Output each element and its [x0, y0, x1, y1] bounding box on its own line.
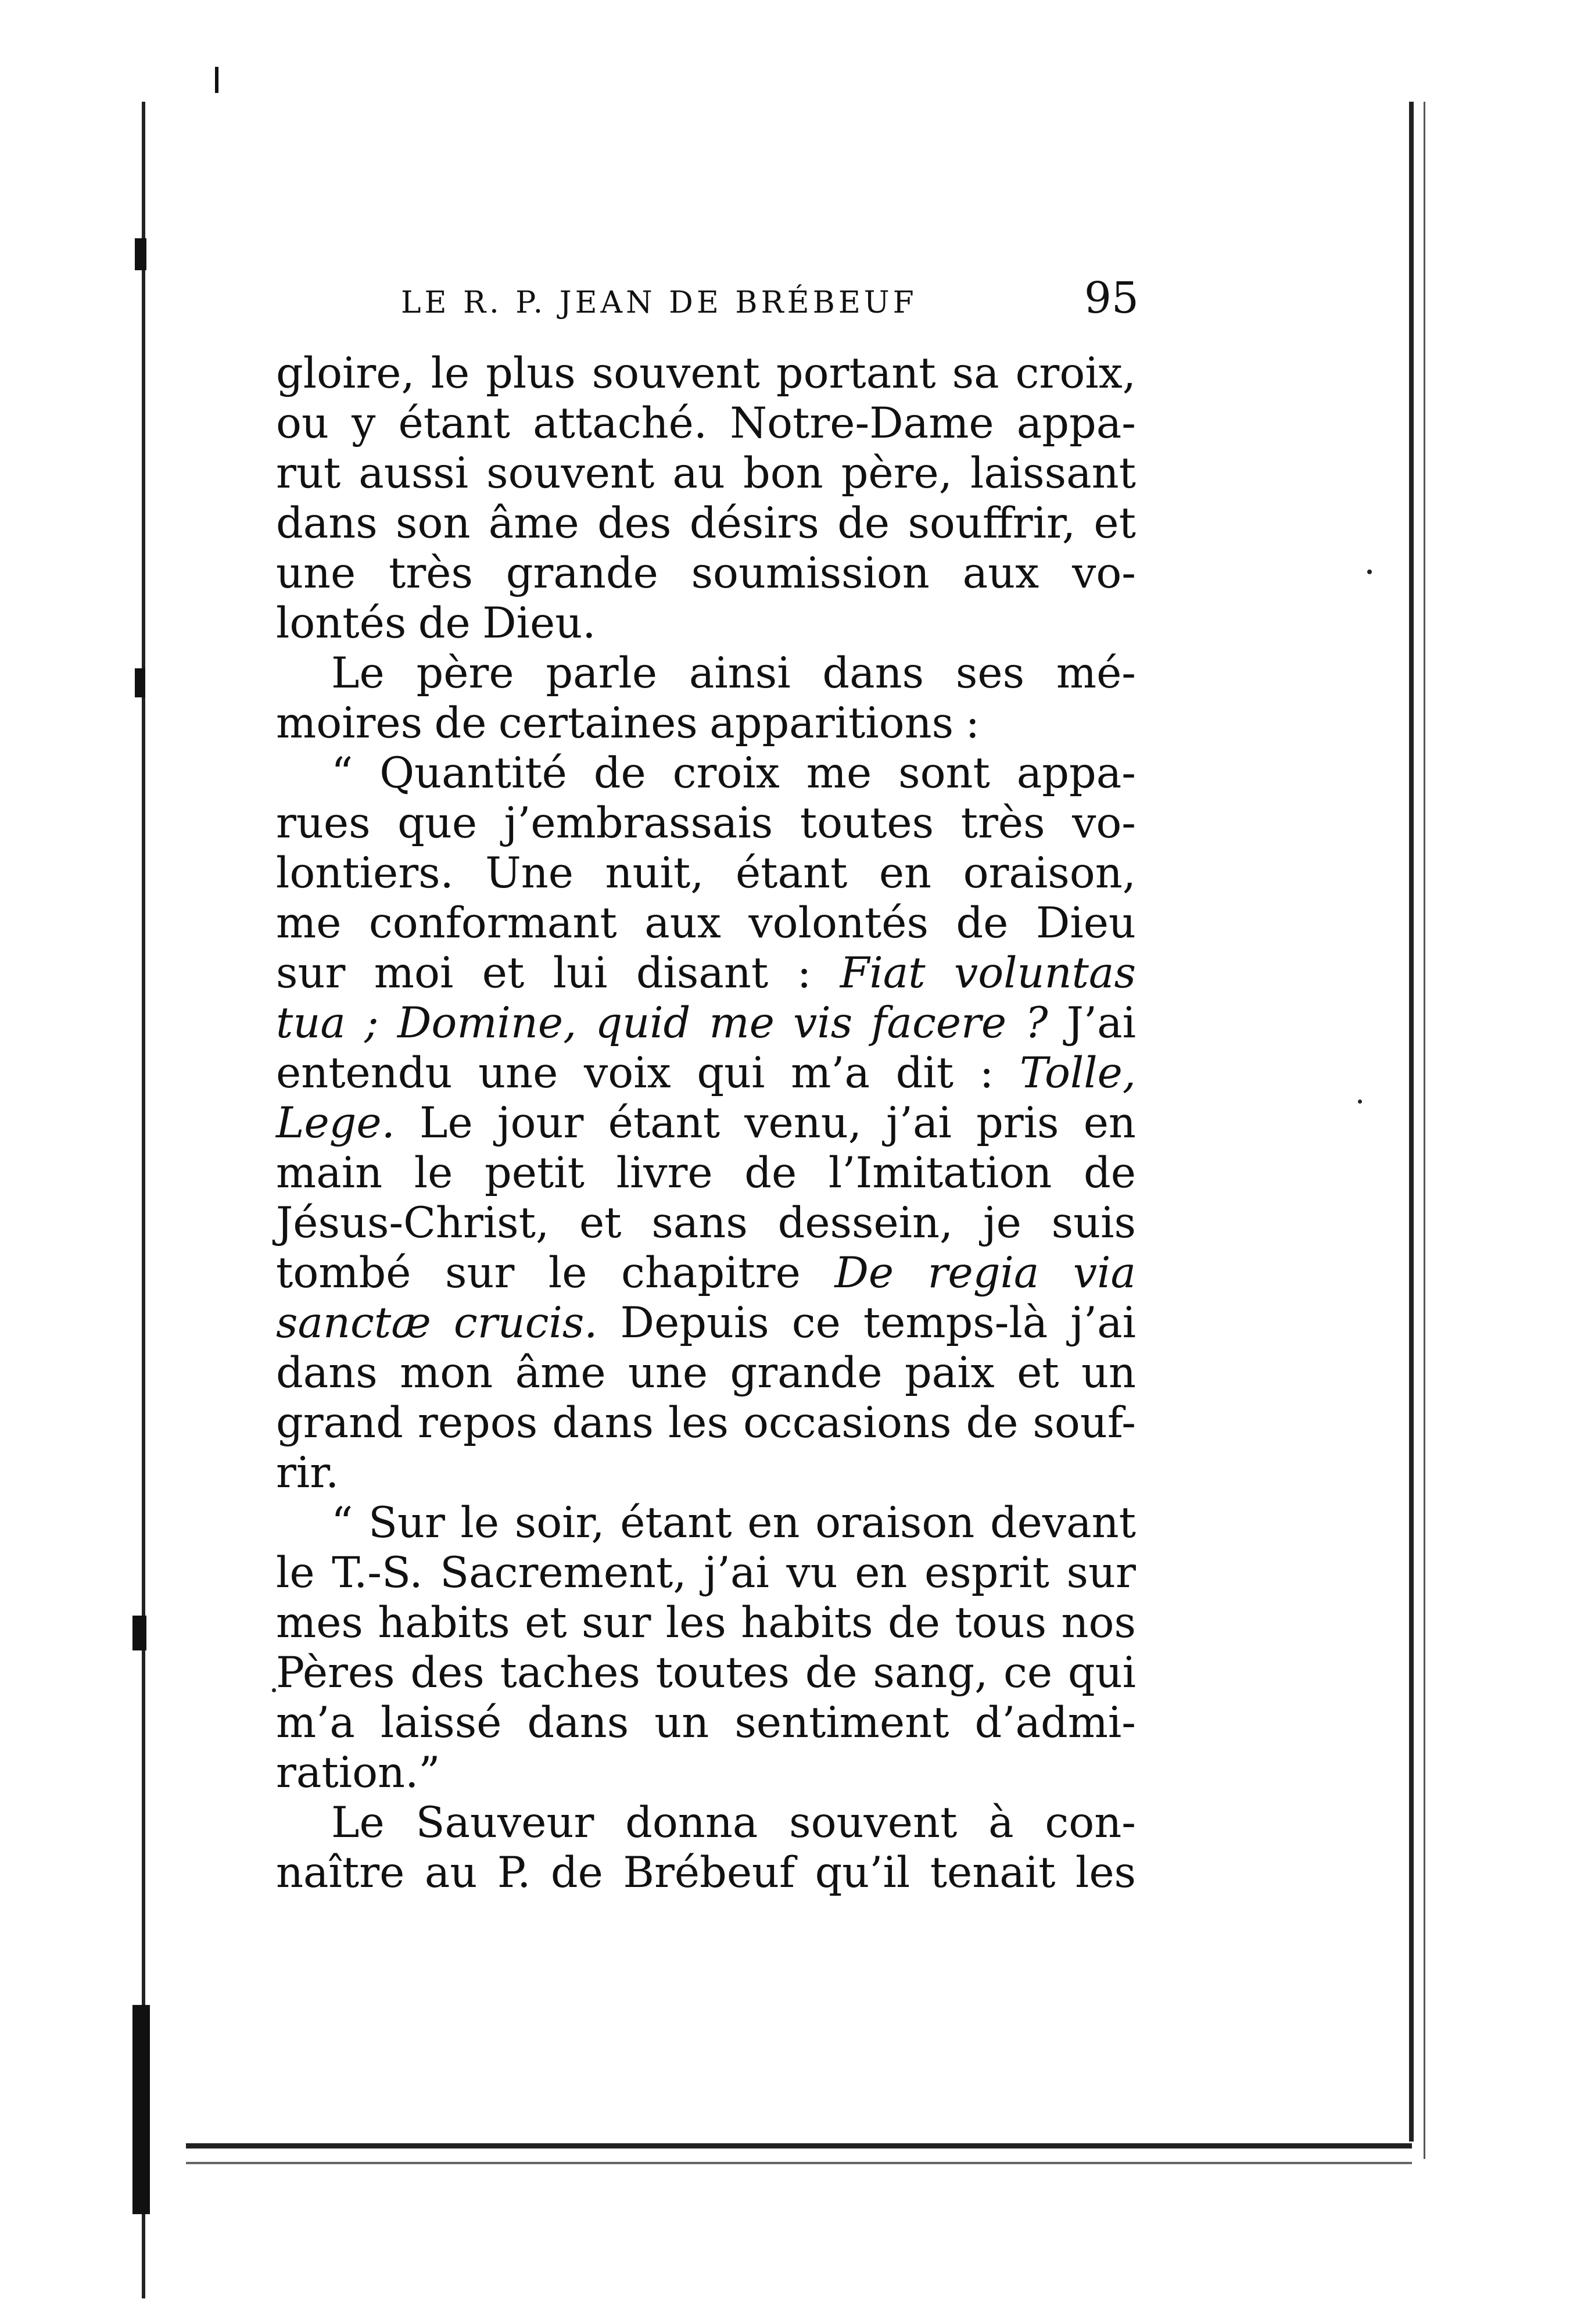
text-word: via [1073, 1248, 1136, 1298]
text-line [276, 1248, 1136, 1298]
text-word: gloire, [276, 349, 415, 398]
text-word: étant [608, 1098, 720, 1148]
text-line [276, 1048, 1136, 1098]
text-word: ration.” [276, 1748, 440, 1797]
text-line [276, 1198, 1136, 1248]
text-word: : [979, 1048, 994, 1098]
text-line [276, 1098, 1136, 1148]
text-word: pris [976, 1098, 1059, 1148]
text-word: une [478, 1048, 558, 1098]
text-line [276, 848, 1136, 898]
text-word: Jésus-Christ, [276, 1198, 550, 1248]
text-word: au [672, 449, 725, 498]
text-word: repos [417, 1398, 538, 1448]
text-word: rut [276, 449, 341, 498]
text-word: parle [546, 649, 658, 698]
text-word: : [797, 948, 812, 998]
text-word: de [805, 1648, 858, 1698]
text-word: mon [400, 1348, 493, 1398]
text-word: étant [620, 1498, 732, 1548]
text-line [276, 1748, 1136, 1798]
text-word: P. [497, 1848, 531, 1897]
text-word: étant [735, 848, 848, 898]
scan-right-edge [1409, 102, 1414, 2142]
text-word: sur [276, 948, 346, 998]
text-word: je [983, 1198, 1021, 1248]
page-number: 95 [1084, 273, 1139, 323]
text-line [276, 1498, 1136, 1548]
scan-speck [272, 1688, 276, 1692]
text-word: souffrir, [908, 499, 1076, 548]
text-word: nos [1061, 1598, 1136, 1648]
text-word: et [1094, 499, 1136, 548]
text-word: “ [331, 1498, 353, 1548]
text-line [276, 1298, 1136, 1348]
text-word: Fiat [840, 948, 926, 998]
text-word: sang, [873, 1648, 988, 1698]
text-word: bon [743, 449, 823, 498]
scan-left-mark [135, 668, 145, 697]
text-word: croix, [1015, 349, 1136, 398]
text-word: moires [276, 699, 423, 748]
text-word: et [579, 1198, 622, 1248]
text-word: oraison, [963, 848, 1136, 898]
text-line [276, 349, 1136, 399]
text-word: grand [276, 1398, 403, 1448]
text-line [276, 599, 1136, 649]
text-line [276, 1848, 1136, 1898]
text-word: j’ai [886, 1098, 952, 1148]
text-word: de [966, 1398, 1019, 1448]
text-word: voix [584, 1048, 671, 1098]
text-word: dans [276, 1348, 378, 1398]
text-word: étant [398, 399, 510, 448]
text-word: vu [786, 1548, 838, 1598]
text-word: oraison [815, 1498, 975, 1548]
text-line [276, 948, 1136, 998]
text-line [276, 898, 1136, 948]
text-word: venu, [744, 1098, 862, 1148]
text-word: habits [741, 1598, 873, 1648]
text-word: toutes [800, 798, 934, 848]
text-word: vo- [1072, 549, 1136, 598]
scan-left-mark [132, 1616, 146, 1650]
text-word: Brébeuf [623, 1848, 795, 1897]
text-word: m’a [791, 1048, 870, 1098]
text-word: souvent [789, 1798, 958, 1847]
text-word: tenait [930, 1848, 1056, 1897]
text-word: en [1083, 1098, 1136, 1148]
text-word: sont [898, 749, 990, 798]
text-word: âme [515, 1348, 606, 1398]
text-line [276, 1648, 1136, 1698]
text-word: apparitions [709, 699, 954, 748]
text-word: de [418, 599, 471, 648]
text-word: son [396, 499, 471, 548]
text-word: les [1075, 1848, 1136, 1897]
text-word: m’a [276, 1698, 355, 1748]
text-word: de [434, 699, 487, 748]
text-word: paix [904, 1348, 995, 1398]
text-word: tombé [276, 1248, 411, 1298]
text-word: Le [420, 1098, 473, 1148]
text-word: qui [697, 1048, 765, 1098]
text-word: Quantité [379, 749, 567, 798]
text-word: j’embrassais [504, 798, 773, 848]
text-word: Sauveur [415, 1798, 594, 1847]
scan-left-mark [135, 238, 146, 270]
text-line [276, 399, 1136, 449]
text-word: petit [484, 1148, 585, 1198]
text-word: ce [791, 1298, 841, 1348]
text-word: habits [378, 1598, 510, 1648]
text-word: livre [616, 1148, 713, 1198]
text-word: Une [485, 848, 574, 898]
text-word: sans [651, 1198, 748, 1248]
text-word: taches [500, 1648, 640, 1698]
text-word: sa [952, 349, 999, 398]
text-word: facere [871, 998, 1007, 1048]
text-word: rues [276, 798, 371, 848]
text-word: jour [497, 1098, 584, 1148]
text-word: en [879, 848, 932, 898]
text-word: et [1017, 1348, 1059, 1398]
text-word: ses [955, 649, 1025, 698]
text-word: me [806, 749, 872, 798]
text-word: le [548, 1248, 587, 1298]
text-word: crucis. [453, 1298, 598, 1348]
text-word: J’ai [1066, 998, 1136, 1048]
text-word: des [410, 1648, 485, 1698]
text-word: souf- [1033, 1398, 1136, 1448]
text-word: en [747, 1498, 800, 1548]
text-word: naître [276, 1848, 405, 1897]
text-word: Tolle, [1019, 1048, 1136, 1098]
text-word: de [1084, 1148, 1136, 1198]
text-word: qui [1067, 1648, 1136, 1698]
text-word: me [709, 998, 775, 1048]
text-word: père, [841, 449, 952, 498]
text-word: certaines [498, 699, 698, 748]
text-line [276, 998, 1136, 1048]
text-word: me [276, 898, 342, 948]
text-word: ainsi [689, 649, 791, 698]
scan-speck [1358, 1100, 1362, 1104]
text-word: soir, [514, 1498, 605, 1548]
text-word: le [414, 1148, 453, 1198]
text-word: y [352, 399, 376, 448]
scan-bottom-edge [186, 2143, 1412, 2148]
text-line [276, 1548, 1136, 1598]
text-line [276, 1798, 1136, 1848]
text-word: aux [962, 549, 1039, 598]
text-line [276, 449, 1136, 499]
text-word: ; [364, 998, 379, 1048]
scan-left-mark [132, 2005, 150, 2214]
text-word: suis [1051, 1198, 1136, 1248]
text-line [276, 699, 1136, 749]
text-word: très [389, 549, 473, 598]
text-word: de [593, 749, 646, 798]
text-word: Dieu [1035, 898, 1136, 948]
text-word: de [888, 1598, 940, 1648]
text-word: grande [730, 1348, 883, 1398]
text-word: sanctæ [276, 1298, 431, 1348]
text-word: rir. [276, 1448, 339, 1498]
text-word: appa- [1016, 749, 1136, 798]
text-word: dans [822, 649, 924, 698]
text-word: à [988, 1798, 1014, 1847]
text-word: Sacrement, [440, 1548, 687, 1598]
text-word: dit [895, 1048, 954, 1098]
scan-left-mark [215, 67, 218, 93]
text-word: devant [990, 1498, 1136, 1548]
text-word: sentiment [734, 1698, 949, 1748]
text-line [276, 1348, 1136, 1398]
text-word: dessein, [777, 1198, 953, 1248]
text-line [276, 1398, 1136, 1448]
text-word: les [668, 1398, 729, 1448]
text-word: un [1081, 1348, 1136, 1398]
text-word: vo- [1072, 798, 1136, 848]
text-word: j’ai [1070, 1298, 1136, 1348]
text-word: croix [672, 749, 780, 798]
text-word: d’admi- [974, 1698, 1136, 1748]
text-word: aux [644, 898, 721, 948]
text-word: Sur [368, 1498, 445, 1548]
text-word: laissant [970, 449, 1136, 498]
text-word: en [855, 1548, 908, 1598]
scan-bottom-edge-inner [186, 2162, 1412, 2164]
text-word: esprit [924, 1548, 1049, 1598]
text-word: aussi [359, 449, 469, 498]
text-word: Le [331, 1798, 385, 1847]
text-word: tua [276, 998, 346, 1048]
text-line [276, 798, 1136, 848]
text-word: occasions [743, 1398, 952, 1448]
text-word: entendu [276, 1048, 453, 1098]
body-text [276, 349, 1136, 1898]
text-word: De [834, 1248, 894, 1298]
text-word: une [276, 549, 356, 598]
text-word: donna [625, 1798, 758, 1847]
text-word: T.-S. [332, 1548, 423, 1598]
text-word: conformant [368, 898, 617, 948]
text-word: “ [331, 749, 353, 798]
text-word: une [628, 1348, 708, 1398]
text-word: de [956, 898, 1009, 948]
text-word: dans [527, 1698, 629, 1748]
text-word: et [482, 948, 525, 998]
text-word: sur [1066, 1548, 1136, 1598]
text-word: vis [793, 998, 853, 1048]
text-word: Lege. [276, 1098, 395, 1148]
text-line [276, 649, 1136, 699]
text-word: dans [552, 1398, 654, 1448]
text-word: Le [331, 649, 385, 698]
text-line [276, 1148, 1136, 1198]
text-word: des [597, 499, 672, 548]
text-word: nuit, [605, 848, 704, 898]
text-word: le [276, 1548, 315, 1598]
text-line [276, 549, 1136, 599]
text-word: qu’il [815, 1848, 910, 1897]
text-word: lontiers. [276, 848, 454, 898]
text-word: plus [486, 349, 576, 398]
text-word: moi [374, 948, 454, 998]
text-line [276, 749, 1136, 798]
text-word: souvent [592, 349, 760, 398]
text-word: le [431, 349, 470, 398]
text-word: Notre-Dame [730, 399, 994, 448]
text-word: très [960, 798, 1045, 848]
scan-speck [1367, 570, 1372, 574]
text-word: portant [776, 349, 936, 398]
text-word: et [525, 1598, 567, 1648]
text-word: dans [276, 499, 378, 548]
text-word: toutes [655, 1648, 790, 1698]
text-word: : [965, 699, 980, 748]
text-word: volontés [748, 898, 929, 948]
text-word: appa- [1016, 399, 1136, 448]
text-word: au [424, 1848, 478, 1897]
text-word: laissé [381, 1698, 502, 1748]
text-word: le [460, 1498, 500, 1548]
text-word: père [416, 649, 514, 698]
text-word: ? [1025, 998, 1048, 1048]
text-word: ce [1003, 1648, 1053, 1698]
text-word: lontés [276, 599, 407, 648]
text-line [276, 1448, 1136, 1498]
text-word: voluntas [954, 948, 1136, 998]
text-word: de [837, 499, 890, 548]
text-word: mé- [1056, 649, 1136, 698]
text-word: Dieu. [482, 599, 596, 648]
scan-right-edge-inner [1424, 102, 1425, 2159]
text-word: chapitre [621, 1248, 801, 1298]
text-word: Domine, [397, 998, 577, 1048]
running-head: LE R. P. JEAN DE BRÉBEUF [401, 285, 917, 320]
text-line [276, 499, 1136, 549]
text-word: ou [276, 399, 329, 448]
text-word: de [744, 1148, 797, 1198]
text-line [276, 1698, 1136, 1748]
text-word: attaché. [533, 399, 708, 448]
text-word: tous [955, 1598, 1047, 1648]
text-word: con- [1045, 1798, 1136, 1847]
text-word: temps-là [863, 1298, 1048, 1348]
text-word: désirs [689, 499, 819, 548]
page-header [401, 273, 1139, 325]
text-word: j’ai [704, 1548, 769, 1598]
text-word: lui [553, 948, 608, 998]
text-word: les [665, 1598, 726, 1648]
text-word: mes [276, 1598, 363, 1648]
text-word: sur [445, 1248, 515, 1298]
text-word: l’Imitation [828, 1148, 1052, 1198]
text-word: soumission [691, 549, 930, 598]
text-word: que [397, 798, 478, 848]
text-word: regia [927, 1248, 1039, 1298]
text-word: disant [636, 948, 769, 998]
text-word: main [276, 1148, 383, 1198]
text-line [276, 1598, 1136, 1648]
text-word: de [550, 1848, 603, 1897]
text-word: âme [488, 499, 579, 548]
text-word: un [654, 1698, 709, 1748]
text-word: quid [595, 998, 691, 1048]
text-word: Depuis [620, 1298, 769, 1348]
text-word: grande [506, 549, 658, 598]
text-word: souvent [486, 449, 655, 498]
text-word: sur [582, 1598, 651, 1648]
scan-left-edge [142, 102, 145, 2298]
text-word: Pères [276, 1648, 395, 1698]
